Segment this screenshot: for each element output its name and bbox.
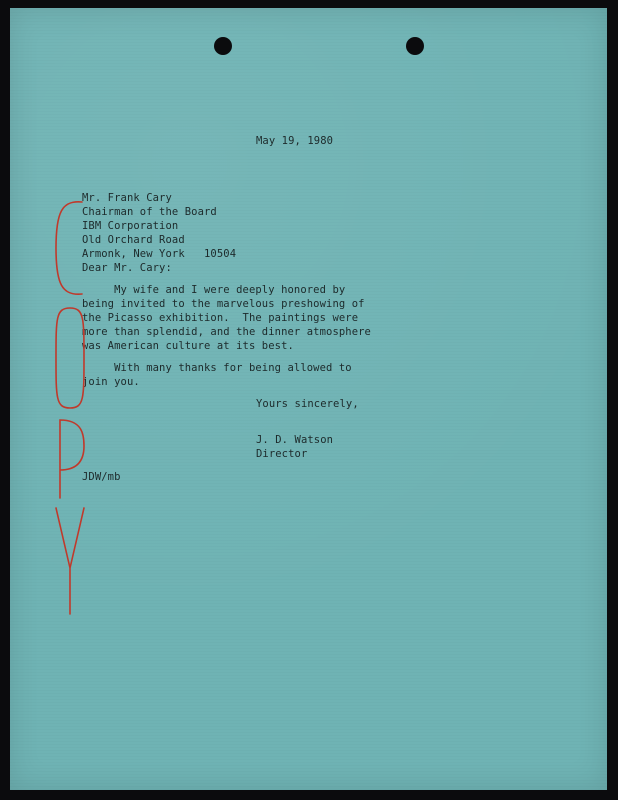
copy-stamp [52,198,92,618]
typist-initials: JDW/mb [82,471,121,483]
stamp-letter-p [60,420,84,498]
body-line: being invited to the marvelous preshowing of [82,298,365,310]
letter-date: May 19, 1980 [256,135,334,147]
body-line: My wife and I were deeply honored by [82,284,346,296]
body-line: more than splendid, and the dinner atmosphere [82,326,371,338]
stamp-letter-o [56,308,84,408]
recipient-line: Mr. Frank Cary [82,192,172,204]
signer-title: Director [256,448,308,460]
recipient-line: Armonk, New York 10504 [82,248,237,260]
recipient-line: Old Orchard Road [82,234,185,246]
signer-name: J. D. Watson [256,434,334,446]
punch-hole-right [406,37,424,55]
closing: Yours sincerely, [256,398,359,410]
recipient-line: IBM Corporation [82,220,179,232]
stamp-letter-c [56,202,82,294]
recipient-line: Chairman of the Board [82,206,217,218]
stamp-letter-y [56,508,84,614]
punch-hole-left [214,37,232,55]
body-line: join you. [82,376,140,388]
body-line: was American culture at its best. [82,340,294,352]
body-line: the Picasso exhibition. The paintings were [82,312,359,324]
salutation: Dear Mr. Cary: [82,262,172,274]
letter-sheet [10,8,607,790]
body-line: With many thanks for being allowed to [82,362,352,374]
